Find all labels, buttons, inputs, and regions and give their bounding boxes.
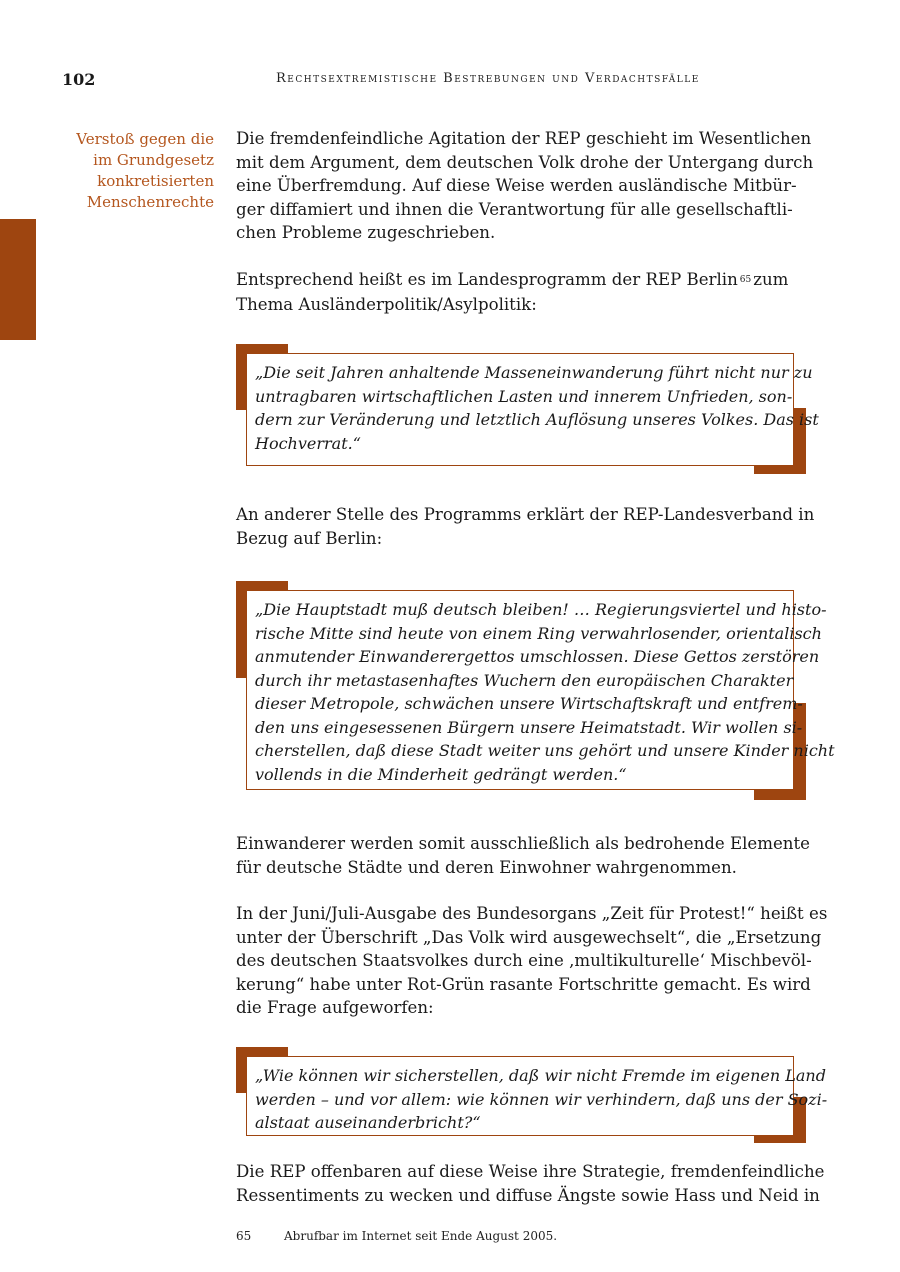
quote-line: cherstellen, daß diese Stadt weiter uns gehört und unsere Kinder nicht [255,741,835,760]
body-paragraph-2 [236,268,816,316]
text-line: kerung“ habe unter Rot-Grün rasante Fortschritte gemacht. Es wird [236,974,811,994]
margin-note-line: Verstoß gegen die [76,130,214,148]
text-line: mit dem Argument, dem deutschen Volk drohe der Untergang durch [236,152,814,172]
quote-line: dern zur Veränderung und letztlich Auflösung unseres Volkes. Das ist [255,410,819,429]
text-line: eine Überfremdung. Auf diese Weise werden ausländische Mitbür- [236,176,797,195]
quote-box [246,1056,828,1136]
text-segment: zum [753,270,789,289]
body-paragraph-6 [236,1160,825,1207]
text-line: des deutschen Staatsvolkes durch eine ‚multikulturelle‘ Mischbevöl- [236,951,812,970]
text-line: die Frage aufgeworfen: [236,998,434,1017]
margin-note [50,129,214,213]
body-paragraph-5 [236,902,828,1020]
quote-line: vollends in die Minderheit gedrängt werden.“ [255,764,627,784]
quote-line: alstaat auseinanderbricht?“ [255,1113,481,1132]
quote-box [246,590,835,790]
quote-line: werden – und vor allem: wie können wir verhindern, daß uns der Sozi- [255,1089,828,1109]
quote-line: Hochverrat.“ [255,433,361,453]
blockquote-3 [236,1047,828,1143]
quote-text [255,598,835,786]
quote-line: den uns eingesessenen Bürgern unsere Heimatstadt. Wir wollen si- [255,717,803,737]
quote-line: anmutender Einwanderergettos umschlossen. Diese Gettos zerstören [255,647,820,666]
text-line: Die fremdenfeindliche Agitation der REP geschieht im Wesentlichen [236,129,812,148]
body-paragraph-3 [236,503,816,550]
quote-line: „Wie können wir sicherstellen, daß wir nicht Fremde im eigenen Land [255,1066,826,1085]
text-line: An anderer Stelle des Programms erklärt der REP-Landesverband in [236,505,815,524]
chapter-tab-marker [0,219,36,340]
blockquote-2 [236,581,835,800]
text-line [236,268,816,293]
page-number: 102 [62,70,96,89]
quote-box [246,353,819,466]
footnote [236,1229,557,1243]
text-line: ger diffamiert und ihnen die Verantwortung für alle gesellschaftli- [236,199,793,219]
footnote-text: Abrufbar im Internet seit Ende August 2005. [284,1229,558,1243]
quote-line: „Die seit Jahren anhaltende Masseneinwanderung führt nicht nur zu [255,363,813,382]
quote-text [255,1064,828,1135]
text-line: Bezug auf Berlin: [236,528,383,548]
text-line: Die REP offenbaren auf diese Weise ihre Strategie, fremdenfeindliche [236,1162,825,1181]
footnote-reference: 65 [739,275,752,285]
quote-line: durch ihr metastasenhaftes Wuchern den europäischen Charakter [255,670,794,690]
text-line: unter der Überschrift „Das Volk wird ausgewechselt“, die „Ersetzung [236,927,822,947]
blockquote-1 [236,344,819,474]
text-segment: Entsprechend heißt es im Landesprogramm der REP Berlin [236,270,738,289]
margin-note-line: Menschenrechte [86,193,214,211]
body-paragraph-4 [236,832,816,879]
text-line: für deutsche Städte und deren Einwohner wahrgenommen. [236,857,737,877]
body-paragraph-1 [236,127,816,245]
text-line: In der Juni/Juli-Ausgabe des Bundesorgans „Zeit für Protest!“ heißt es [236,904,828,923]
margin-note-line: konkretisierten [97,172,214,190]
quote-line: untragbaren wirtschaftlichen Lasten und innerem Unfrieden, son- [255,386,793,406]
margin-note-line: im Grundgesetz [93,151,214,169]
quote-line: „Die Hauptstadt muß deutsch bleiben! … Regierungsviertel und histo- [255,600,827,619]
quote-line: rische Mitte sind heute von einem Ring verwahrlosender, orientalisch [255,623,822,643]
quote-line: dieser Metropole, schwächen unsere Wirtschaftskraft und entfrem- [255,694,803,713]
text-line: Thema Ausländerpolitik/Asylpolitik: [236,294,537,314]
footnote-number: 65 [236,1229,252,1243]
quote-text [255,361,819,455]
running-header-title: Rechtsextremistische Bestrebungen und Verdachtsfälle [276,71,700,86]
text-line: Einwanderer werden somit ausschließlich als bedrohende Elemente [236,834,810,853]
text-line: chen Probleme zugeschrieben. [236,223,496,242]
text-line: Ressentiments zu wecken und diffuse Ängste sowie Hass und Neid in [236,1185,820,1205]
